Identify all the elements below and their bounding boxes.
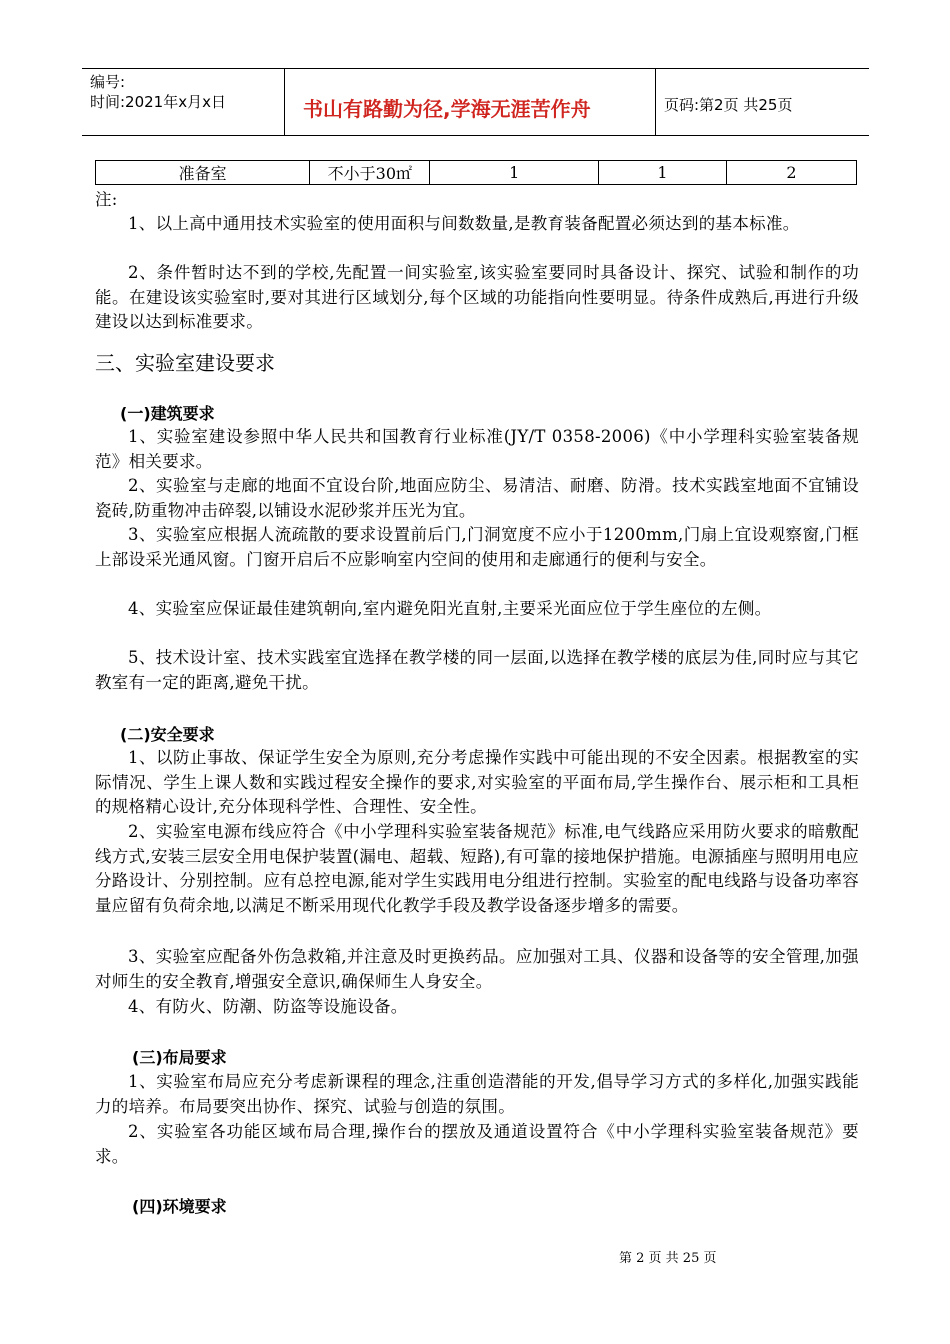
table-cell-count-3: 2	[727, 161, 857, 185]
safety-item-2: 2、实验室电源布线应符合《中小学理科实验室装备规范》标准,电气线路应采用防火要求的暗敷配线方式,安装三层安全用电保护装置(漏电、超载、短路),有可靠的接地保护措施。电源插座与照明用电应分路设计、分别控制。应有总控电源,能对学生实践用电分组进行控制。实验室的配电线路与设备功率容量应留有负荷余地,以满足不断采用现代化教学手段及教学设备逐步增多的需要。	[95, 822, 859, 915]
spec-table	[95, 160, 857, 185]
table-cell-area: 不小于30㎡	[310, 161, 430, 185]
header-page-label: 页码:第2页 共25页	[664, 96, 793, 114]
header-bottom-rule	[82, 135, 869, 136]
header-motto: 书山有路勤为径,学海无涯苦作舟	[303, 97, 591, 121]
header-top-rule	[82, 68, 869, 69]
subsection-title-building: (一)建筑要求	[120, 404, 215, 423]
building-item-5: 5、技术设计室、技术实践室宜选择在教学楼的同一层面,以选择在教学楼的底层为佳,同时应与其它教室有一定的距离,避免干扰。	[95, 648, 859, 692]
header-number-label: 编号:	[90, 73, 126, 91]
building-item-3: 3、实验室应根据人流疏散的要求设置前后门,门洞宽度不应小于1200mm,门扇上宜设观察窗,门框上部设采光通风窗。门窗开启后不应影响室内空间的使用和走廊通行的便利与安全。	[95, 525, 859, 569]
building-item-4: 4、实验室应保证最佳建筑朝向,室内避免阳光直射,主要采光面应位于学生座位的左侧。	[128, 599, 772, 618]
section-title: 三、实验室建设要求	[95, 351, 275, 375]
layout-item-2: 2、实验室各功能区域布局合理,操作台的摆放及通道设置符合《中小学理科实验室装备规范》要求。	[95, 1122, 859, 1166]
safety-item-4: 4、有防火、防潮、防盗等设施设备。	[128, 997, 408, 1016]
note-label: 注:	[95, 190, 118, 209]
table-cell-room: 准备室	[96, 161, 310, 185]
header-time-label: 时间:2021年x月x日	[90, 93, 226, 111]
building-item-2: 2、实验室与走廊的地面不宜设台阶,地面应防尘、易清洁、耐磨、防滑。技术实践室地面不宜铺设瓷砖,防重物冲击碎裂,以铺设水泥砂浆并压光为宜。	[95, 476, 859, 520]
header-divider-left	[284, 68, 285, 135]
building-item-1: 1、实验室建设参照中华人民共和国教育行业标准(JY/T 0358-2006)《中小学理科实验室装备规范》相关要求。	[95, 427, 859, 471]
page-footer: 第 2 页 共 25 页	[619, 1251, 717, 1266]
table-row	[96, 161, 857, 185]
layout-item-1: 1、实验室布局应充分考虑新课程的理念,注重创造潜能的开发,倡导学习方式的多样化,加强实践能力的培养。布局要突出协作、探究、试验与创造的氛围。	[95, 1072, 859, 1116]
subsection-title-environment: (四)环境要求	[132, 1197, 227, 1216]
header-divider-right	[655, 68, 656, 135]
safety-item-1: 1、以防止事故、保证学生安全为原则,充分考虑操作实践中可能出现的不安全因素。根据教室的实际情况、学生上课人数和实践过程安全操作的要求,对实验室的平面布局,学生操作台、展示柜和工具柜的规格精心设计,充分体现科学性、合理性、安全性。	[95, 748, 859, 816]
subsection-title-layout: (三)布局要求	[132, 1048, 227, 1067]
table-cell-count-2: 1	[599, 161, 727, 185]
note-item-2: 2、条件暂时达不到的学校,先配置一间实验室,该实验室要同时具备设计、探究、试验和制作的功能。在建设该实验室时,要对其进行区域划分,每个区域的功能指向性要明显。待条件成熟后,再进行升级建设以达到标准要求。	[95, 263, 859, 331]
table-cell-count-1: 1	[430, 161, 599, 185]
safety-item-3: 3、实验室应配备外伤急救箱,并注意及时更换药品。应加强对工具、仪器和设备等的安全管理,加强对师生的安全教育,增强安全意识,确保师生人身安全。	[95, 947, 859, 991]
note-item-1: 1、以上高中通用技术实验室的使用面积与间数数量,是教育装备配置必须达到的基本标准。	[128, 214, 800, 233]
subsection-title-safety: (二)安全要求	[120, 725, 215, 744]
